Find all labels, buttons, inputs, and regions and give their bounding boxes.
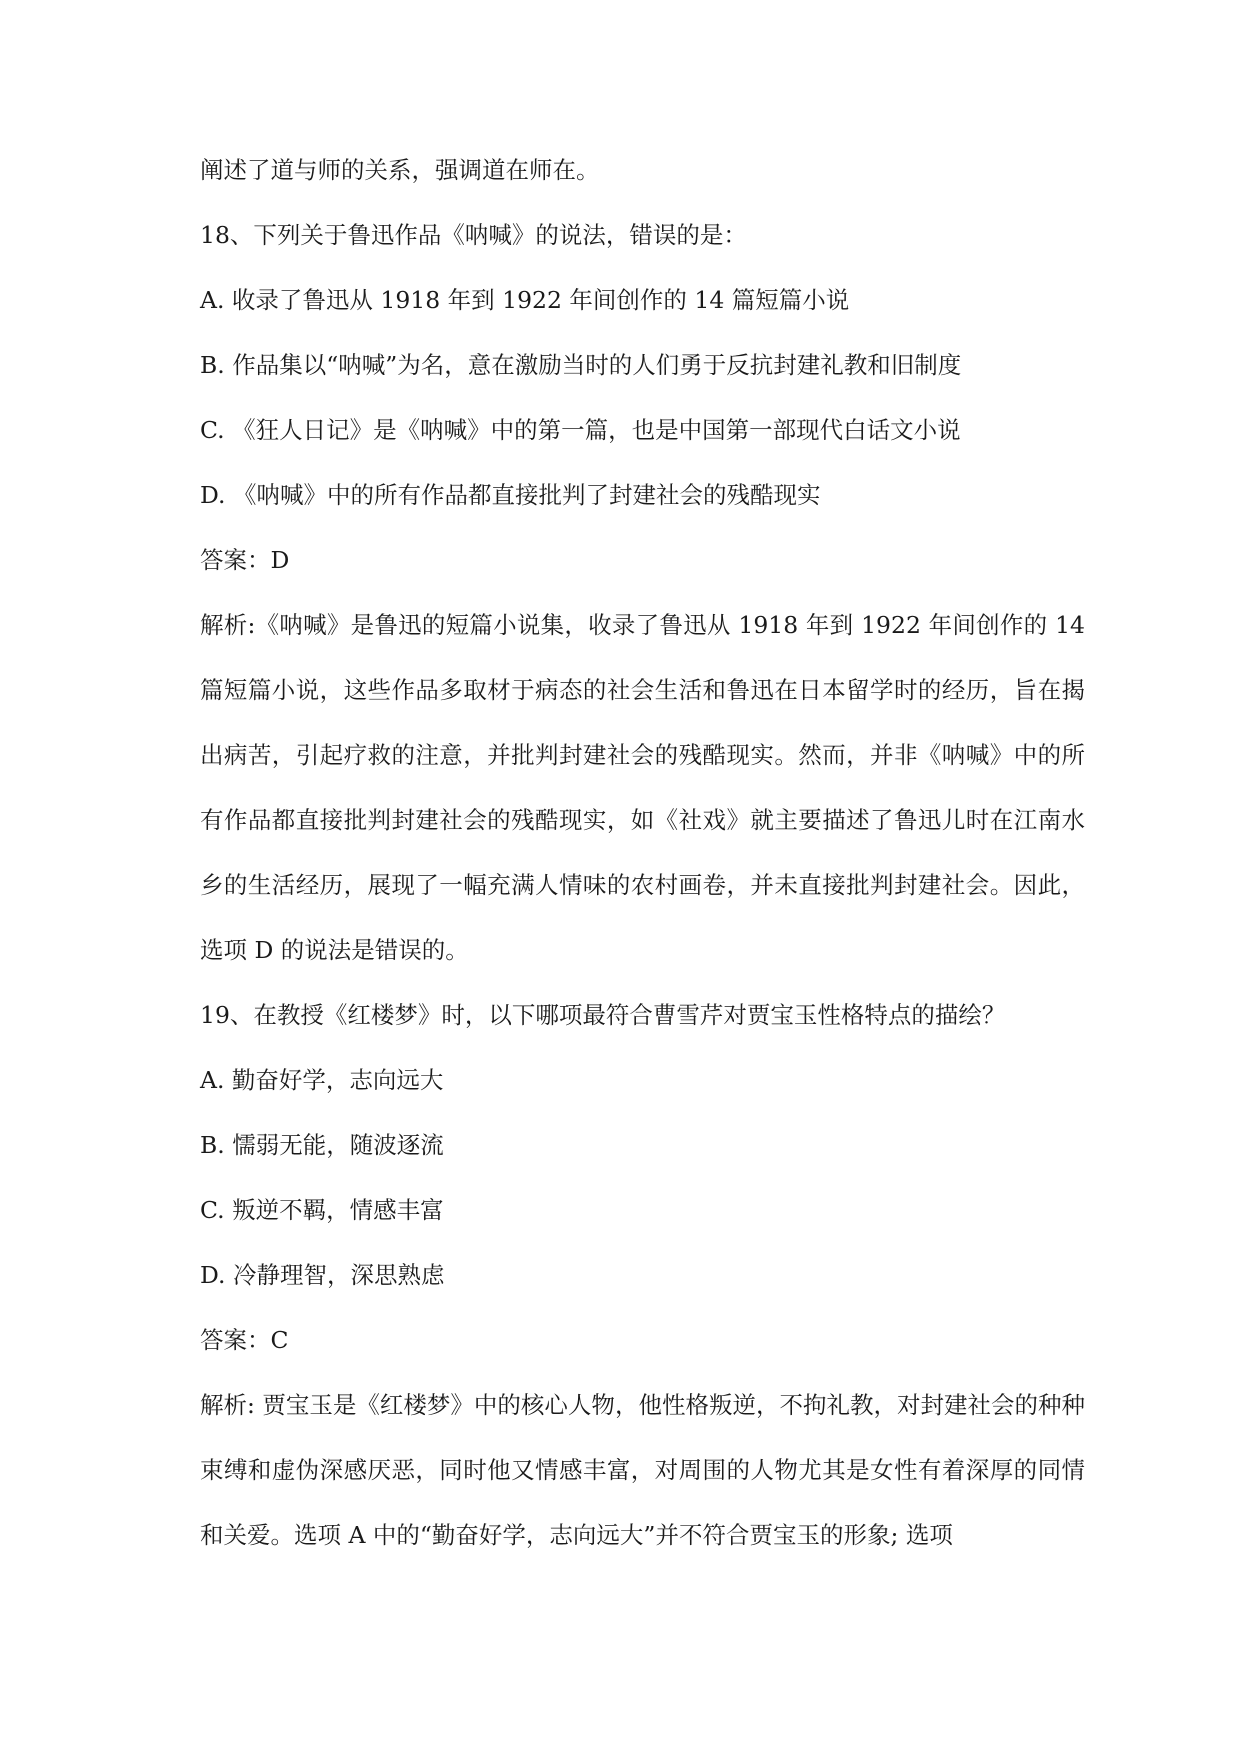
option-c: C. 叛逆不羁，情感丰富 [200, 1196, 444, 1224]
answer: 答案：C [200, 1326, 289, 1354]
option-a: A. 收录了鲁迅从 1918 年到 1922 年间创作的 14 篇短篇小说 [200, 286, 850, 314]
option-a: A. 勤奋好学，志向远大 [200, 1066, 444, 1094]
previous-explanation-continuation: 阐述了道与师的关系，强调道在师在。 [200, 156, 600, 184]
option-d: D. 冷静理智，深思熟虑 [200, 1261, 445, 1289]
page-content [200, 138, 1085, 1568]
option-c: C. 《狂人日记》是《呐喊》中的第一篇，也是中国第一部现代白话文小说 [200, 416, 961, 444]
question-stem: 18、下列关于鲁迅作品《呐喊》的说法，错误的是： [200, 221, 747, 249]
explanation: 解析: 贾宝玉是《红楼梦》中的核心人物，他性格叛逆，不拘礼教，对封建社会的种种束缚和虚伪深感厌恶，同时他又情感丰富，对周围的人物尤其是女性有着深厚的同情和关爱。选项 A 中的“勤奋好学，志向远大”并不符合贾宝玉的形象; 选项 [200, 1391, 1085, 1549]
question-19 [200, 983, 1085, 1568]
option-d: D. 《呐喊》中的所有作品都直接批判了封建社会的残酷现实 [200, 481, 821, 509]
question-stem: 19、在教授《红楼梦》时，以下哪项最符合曹雪芹对贾宝玉性格特点的描绘？ [200, 1001, 1006, 1029]
answer: 答案：D [200, 546, 290, 574]
option-b: B. 作品集以“呐喊”为名，意在激励当时的人们勇于反抗封建礼教和旧制度 [200, 351, 962, 379]
explanation: 解析:《呐喊》是鲁迅的短篇小说集，收录了鲁迅从 1918 年到 1922 年间创作的 14 篇短篇小说，这些作品多取材于病态的社会生活和鲁迅在日本留学时的经历，旨在揭出病苦，引起疗救的注意，并批判封建社会的残酷现实。然而，并非《呐喊》中的所有作品都直接批判封建社会的残酷现实，如《社戏》就主要描述了鲁迅儿时在江南水乡的生活经历，展现了一幅充满人情味的农村画卷，并未直接批判封建社会。因此，选项 D 的说法是错误的。 [200, 611, 1085, 964]
option-b: B. 懦弱无能，随波逐流 [200, 1131, 444, 1159]
question-18 [200, 203, 1085, 983]
